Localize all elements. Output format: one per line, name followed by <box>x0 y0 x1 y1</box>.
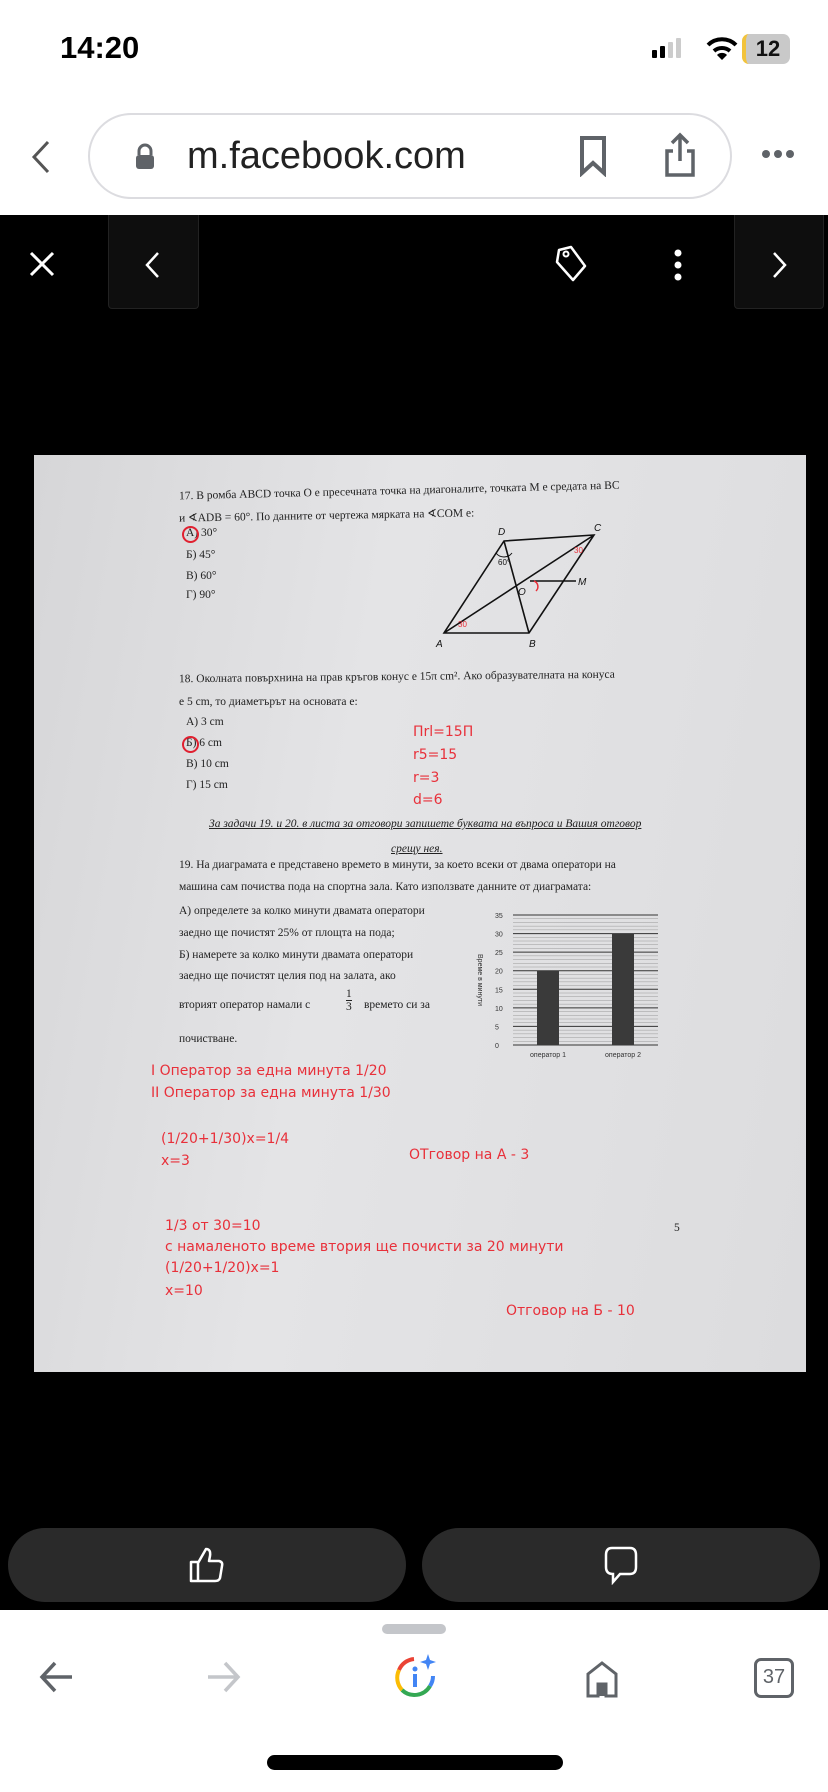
q19-part-b: Б) намерете за колко минути двамата оператори <box>179 949 414 961</box>
red-note: d=6 <box>413 792 443 808</box>
tab-switcher-button[interactable]: 37 <box>754 1658 794 1698</box>
like-button[interactable] <box>8 1528 406 1602</box>
instruction-line2: срещу нея. <box>391 843 443 855</box>
drag-handle[interactable] <box>382 1624 446 1634</box>
fraction: 1 3 <box>346 988 352 1013</box>
x-tick-label: оператор 1 <box>530 1052 566 1059</box>
lock-icon <box>134 143 156 171</box>
label-a: A <box>436 639 443 650</box>
label-c: C <box>594 523 602 534</box>
q19-text-line2: машина сам почиства пода на спортна зала. Като използвате данните от диаграмата: <box>179 881 592 893</box>
red-note: r5=15 <box>413 747 458 763</box>
y-tick-label: 5 <box>495 1024 499 1032</box>
home-indicator <box>267 1755 563 1770</box>
q19-text-line1: 19. На диаграмата е представено времето в минути, за което всеки от двама оператори на <box>179 859 616 871</box>
q17-text-line1: 17. В ромба ABCD точка O е пресечната точка на диагоналите, точката M е средата на BC <box>178 479 620 503</box>
q19-part-b: времето си за <box>364 999 430 1011</box>
red-note: Пrl=15П <box>413 724 474 740</box>
answer-a: ОТговор на А - 3 <box>409 1147 530 1163</box>
bookmark-icon[interactable] <box>577 135 609 177</box>
back-arrow-icon[interactable] <box>38 1660 74 1694</box>
chevron-left-icon <box>143 251 161 279</box>
q19-part-b: вторият оператор намали с <box>179 999 311 1011</box>
url-text[interactable]: m.facebook.com <box>187 135 466 177</box>
answer-b: Отговор на Б - 10 <box>506 1303 635 1319</box>
red-note: 1/3 от 30=10 <box>165 1218 261 1234</box>
x-tick-label: оператор 2 <box>605 1052 641 1059</box>
red-angle-note: 30 <box>458 620 467 629</box>
red-note: (1/20+1/30)x=1/4 <box>161 1131 290 1147</box>
photo-menu-icon[interactable] <box>672 248 684 282</box>
comment-icon <box>602 1545 640 1585</box>
answer-circle <box>182 526 199 543</box>
angle-label: 60° <box>498 558 511 567</box>
page-number: 5 <box>674 1222 680 1234</box>
y-tick-label: 15 <box>495 987 503 995</box>
label-d: D <box>498 527 506 538</box>
bar-chart <box>468 905 668 1065</box>
red-note: II Оператор за една минута 1/30 <box>151 1085 391 1101</box>
label-o: O <box>518 587 526 598</box>
q19-part-a: заедно ще почистят 25% от площта на пода; <box>179 927 395 939</box>
y-tick-label: 0 <box>495 1043 499 1050</box>
q17-text-line2: и ∢ADB = 60°. По данните от чертежа мярката на ∢COM е: <box>178 507 475 525</box>
red-note: x=10 <box>165 1283 203 1299</box>
y-tick-label: 30 <box>495 931 503 939</box>
q18-option: Г) 15 cm <box>186 779 228 791</box>
google-lens-icon[interactable] <box>390 1652 440 1702</box>
y-tick-label: 10 <box>495 1005 503 1013</box>
thumbs-up-icon <box>187 1545 227 1585</box>
tag-icon[interactable] <box>553 244 589 284</box>
red-note: x=3 <box>161 1153 190 1169</box>
answer-circle <box>182 736 199 753</box>
q18-text-line1: 18. Околната повърхнина на прав кръгов конус е 15π cm². Ако образувателната на конуса <box>178 668 615 686</box>
q19-part-b: почистване. <box>179 1033 238 1045</box>
bar-1 <box>537 971 559 1045</box>
label-m: M <box>578 577 587 588</box>
close-icon[interactable] <box>28 250 56 278</box>
signal-icon <box>652 38 681 58</box>
y-tick-label: 20 <box>495 968 503 976</box>
q18-text-line2: е 5 cm, то диаметърът на основата е: <box>179 696 358 708</box>
q17-option: Б) 45° <box>186 549 216 561</box>
back-chevron-icon[interactable] <box>30 140 52 174</box>
status-time: 14:20 <box>60 30 140 65</box>
browser-toolbar <box>0 1610 828 1792</box>
y-tick-label: 35 <box>495 913 503 920</box>
address-bar[interactable] <box>88 113 732 199</box>
red-note: I Оператор за една минута 1/20 <box>151 1063 387 1079</box>
q17-option: Г) 90° <box>186 589 216 601</box>
more-options-icon[interactable] <box>760 148 796 160</box>
wifi-icon <box>706 36 738 62</box>
label-b: B <box>529 639 536 650</box>
exam-photo <box>34 455 806 1372</box>
red-note: r=3 <box>413 770 440 786</box>
red-note: (1/20+1/20)x=1 <box>165 1260 280 1276</box>
chevron-right-icon <box>771 251 789 279</box>
share-icon[interactable] <box>663 131 697 179</box>
comment-button[interactable] <box>422 1528 820 1602</box>
home-icon[interactable] <box>584 1660 620 1698</box>
q18-option: Б) 6 cm <box>186 737 222 749</box>
y-tick-label: 25 <box>495 950 503 958</box>
q19-part-b: заедно ще почистят целия под на залата, ако <box>179 970 396 982</box>
bar-2 <box>612 934 634 1045</box>
previous-photo-button[interactable] <box>108 215 199 309</box>
instruction-line1: За задачи 19. и 20. в листа за отговори запишете буквата на въпроса и Вашия отговор <box>209 818 642 830</box>
q18-option: А) 3 cm <box>186 716 224 728</box>
rhombus-diagram <box>434 523 634 653</box>
exam-paper <box>34 455 806 1372</box>
q19-part-a: А) определете за колко минути двамата оператори <box>179 905 425 917</box>
next-photo-button[interactable] <box>734 215 824 309</box>
forward-arrow-icon[interactable] <box>206 1660 242 1694</box>
q18-option: В) 10 cm <box>186 758 229 770</box>
red-note: с намаленото време втория ще почисти за 20 минути <box>165 1239 564 1255</box>
y-axis-label: Време в минути <box>476 954 483 1006</box>
q17-option: А) 30° <box>186 527 218 539</box>
red-angle-note: 30 <box>574 546 583 555</box>
q17-option: В) 60° <box>186 570 217 582</box>
battery-indicator: 12 <box>742 34 790 64</box>
